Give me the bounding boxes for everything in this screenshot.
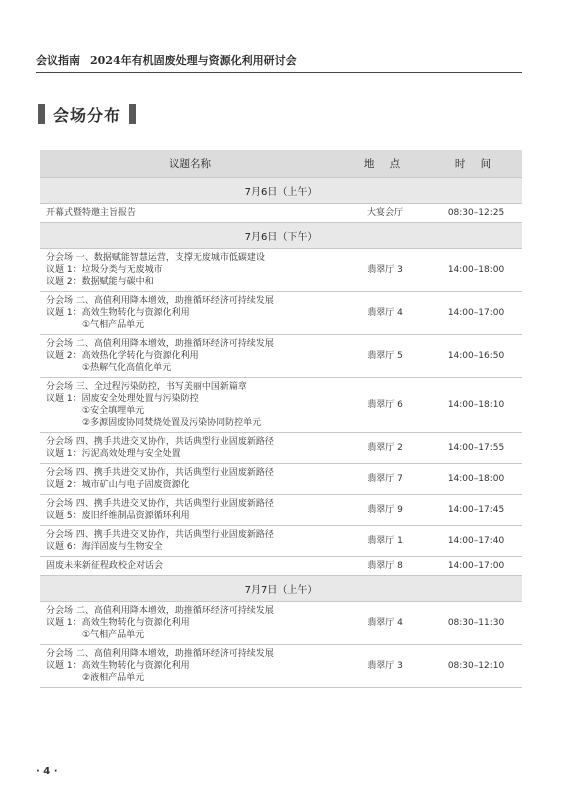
header-venue xyxy=(340,150,430,177)
session-topic xyxy=(40,644,340,687)
table-row xyxy=(40,525,522,556)
section-title: 会场分布 xyxy=(53,105,122,125)
header-title xyxy=(36,52,297,68)
topic-line: 分会场 四、携手共进交叉协作，共话典型行业固废新路径 xyxy=(46,529,274,540)
topic-line: ①气相产品单元 xyxy=(82,319,145,330)
section-heading xyxy=(38,102,136,126)
header-conference: 2024年有机固废处理与资源化利用研讨会 xyxy=(90,54,297,67)
header-label: 会议指南 xyxy=(36,54,80,67)
topic-line: 开幕式暨特邀主旨报告 xyxy=(46,207,137,218)
topic-line: 分会场 四、携手共进交叉协作，共话典型行业固废新路径 xyxy=(46,498,274,509)
session-topic xyxy=(40,525,340,556)
topic-line: 议题 2：数据赋能与碳中和 xyxy=(46,276,154,287)
session-topic xyxy=(40,601,340,644)
session-venue: 翡翠厅 4 xyxy=(340,291,430,334)
topic-line: 分会场 二、高值利用降本增效，助推循环经济可持续发展 xyxy=(46,605,274,616)
topic-line: 议题 1：高效生物转化与资源化利用 xyxy=(46,307,190,318)
header-time-label: 时 间 xyxy=(454,157,498,170)
topic-line: ①热解气化高值化单元 xyxy=(82,362,172,373)
session-time: 14:00–16:50 xyxy=(430,334,522,377)
topic-line: ②多源固废协同焚烧处置及污染协同防控单元 xyxy=(82,417,262,428)
schedule-body xyxy=(40,177,522,687)
session-topic xyxy=(40,463,340,494)
table-row xyxy=(40,432,522,463)
table-row xyxy=(40,644,522,687)
topic-line: ②液相产品单元 xyxy=(82,672,145,683)
schedule-table xyxy=(40,150,522,688)
section-bar-right xyxy=(129,104,136,124)
topic-line: 分会场 二、高值利用降本增效，助推循环经济可持续发展 xyxy=(46,648,274,659)
table-row xyxy=(40,377,522,432)
session-venue: 翡翠厅 6 xyxy=(340,377,430,432)
table-row xyxy=(40,291,522,334)
day-row xyxy=(40,222,522,248)
session-time: 08:30–12:10 xyxy=(430,644,522,687)
day-label: 7月6日（上午） xyxy=(40,177,522,203)
table-header-row xyxy=(40,150,522,177)
session-time: 14:00–18:10 xyxy=(430,377,522,432)
topic-line: 议题 6：海洋固废与生物安全 xyxy=(46,541,163,552)
topic-line: 分会场 一、数据赋能智慧运营，支撑无废城市低碳建设 xyxy=(46,252,265,263)
session-time: 08:30–12:25 xyxy=(430,203,522,222)
table-row xyxy=(40,494,522,525)
topic-line: 议题 2：城市矿山与电子固废资源化 xyxy=(46,479,190,490)
session-time: 14:00–17:00 xyxy=(430,556,522,575)
session-time: 14:00–17:45 xyxy=(430,494,522,525)
topic-line: 固废未来新征程政校企对话会 xyxy=(46,560,164,571)
session-venue: 翡翠厅 9 xyxy=(340,494,430,525)
running-header xyxy=(36,52,522,76)
topic-line: 议题 1：垃圾分类与无废城市 xyxy=(46,264,163,275)
topic-line: 分会场 三、全过程污染防控，书写美丽中国新篇章 xyxy=(46,381,247,392)
table-row xyxy=(40,601,522,644)
session-time: 14:00–17:55 xyxy=(430,432,522,463)
session-venue: 翡翠厅 2 xyxy=(340,432,430,463)
topic-line: ①安全填埋单元 xyxy=(82,405,145,416)
session-time: 14:00–17:40 xyxy=(430,525,522,556)
session-topic xyxy=(40,556,340,575)
topic-line: 议题 2：高效热化学转化与资源化利用 xyxy=(46,350,199,361)
session-time: 08:30–11:30 xyxy=(430,601,522,644)
session-time: 14:00–18:00 xyxy=(430,248,522,291)
topic-line: 议题 1：固废安全处理处置与污染防控 xyxy=(46,393,199,404)
topic-line: 分会场 二、高值利用降本增效，助推循环经济可持续发展 xyxy=(46,295,274,306)
session-venue: 翡翠厅 5 xyxy=(340,334,430,377)
topic-line: 分会场 二、高值利用降本增效，助推循环经济可持续发展 xyxy=(46,338,274,349)
session-venue: 大宴会厅 xyxy=(340,203,430,222)
page-number: · 4 · xyxy=(36,766,58,777)
topic-line: 议题 1：高效生物转化与资源化利用 xyxy=(46,660,190,671)
header-venue-label: 地 点 xyxy=(363,157,407,170)
topic-line: 分会场 四、携手共进交叉协作，共话典型行业固废新路径 xyxy=(46,436,274,447)
session-topic xyxy=(40,494,340,525)
session-topic xyxy=(40,291,340,334)
session-topic xyxy=(40,334,340,377)
session-venue: 翡翠厅 3 xyxy=(340,248,430,291)
table-row xyxy=(40,463,522,494)
session-venue: 翡翠厅 4 xyxy=(340,601,430,644)
session-venue: 翡翠厅 7 xyxy=(340,463,430,494)
topic-line: ①气相产品单元 xyxy=(82,629,145,640)
session-venue: 翡翠厅 3 xyxy=(340,644,430,687)
day-label: 7月7日（上午） xyxy=(40,575,522,601)
topic-line: 分会场 四、携手共进交叉协作，共话典型行业固废新路径 xyxy=(46,467,274,478)
table-row xyxy=(40,334,522,377)
header-time xyxy=(430,150,522,177)
session-time: 14:00–17:00 xyxy=(430,291,522,334)
topic-line: 议题 5：废旧纤维制品资源循环利用 xyxy=(46,510,190,521)
session-topic xyxy=(40,432,340,463)
session-time: 14:00–18:00 xyxy=(430,463,522,494)
table-row xyxy=(40,203,522,222)
day-row xyxy=(40,177,522,203)
topic-line: 议题 1：高效生物转化与资源化利用 xyxy=(46,617,190,628)
header-topic: 议题名称 xyxy=(40,150,340,177)
day-row xyxy=(40,575,522,601)
table-row xyxy=(40,556,522,575)
session-topic xyxy=(40,203,340,222)
session-venue: 翡翠厅 1 xyxy=(340,525,430,556)
session-topic xyxy=(40,377,340,432)
section-bar-left xyxy=(38,104,45,124)
session-venue: 翡翠厅 8 xyxy=(340,556,430,575)
topic-line: 议题 1：污泥高效处理与安全处置 xyxy=(46,448,181,459)
day-label: 7月6日（下午） xyxy=(40,222,522,248)
session-topic xyxy=(40,248,340,291)
header-rule xyxy=(36,72,522,73)
table-row xyxy=(40,248,522,291)
